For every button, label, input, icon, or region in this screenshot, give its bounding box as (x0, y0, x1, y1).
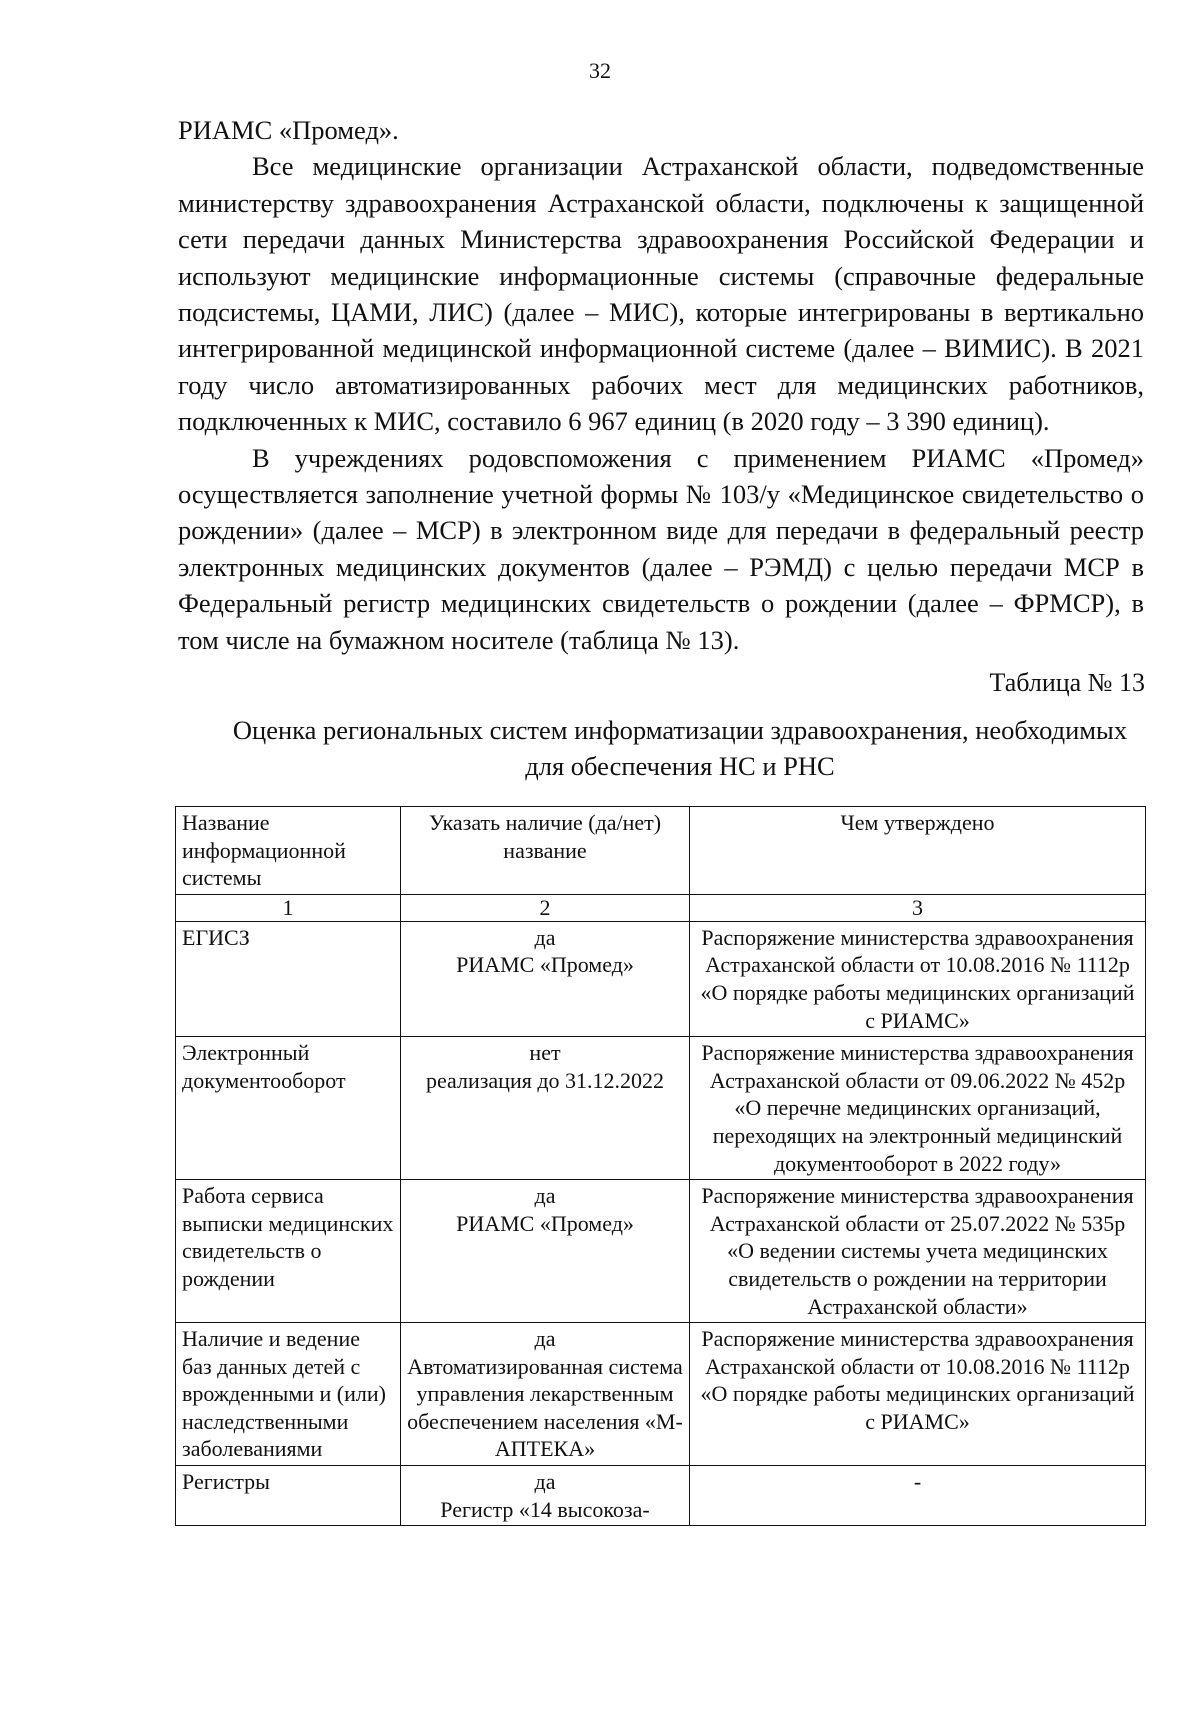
cell-presence (401, 921, 690, 1036)
paragraph: В учреждениях родовспоможения с применением РИАМС «Промед» осуществляется заполнение учетной формы № 103/у «Медицинское свидетельство о рождении» (далее – МСР) в электронном виде для передачи в федеральный реестр электронных медицинских документов (далее – РЭМД) с целью передачи МСР в Федеральный регистр медицинских свидетельств о рождении (далее – ФРМСР), в том числе на бумажном носителе (таблица № 13). (178, 442, 1144, 655)
table-row (176, 1466, 1146, 1526)
table-row (176, 1037, 1146, 1180)
cell-approved-by: Распоряжение министерства здравоохранения Астраханской области от 10.08.2016 № 1112р «О порядке работы медицинских организаций с РИАМС» (690, 921, 1146, 1036)
cell-presence (401, 1037, 690, 1180)
system-title: реализация до 31.12.2022 (425, 1067, 665, 1093)
system-title: РИАМС «Промед» (456, 952, 634, 978)
body-text (178, 112, 1144, 658)
system-title: Регистр «14 высокоза- (440, 1496, 650, 1522)
cell-approved-by: Распоряжение министерства здравоохранения Астраханской области от 09.06.2022 № 452р «О перечне медицинских организаций, переходящих на электронный медицинский документооборот в 2022 году» (690, 1037, 1146, 1180)
table-header-row (176, 807, 1146, 895)
table-row (176, 1180, 1146, 1323)
cell-system-name: Регистры (176, 1466, 401, 1526)
paragraph: РИАМС «Промед». (178, 115, 399, 145)
cell-system-name: Электронный документооборот (176, 1037, 401, 1180)
presence-value: да (534, 1326, 556, 1352)
column-number: 1 (176, 894, 401, 921)
paragraph: Все медицинские организации Астраханской области, подведомственные министерству здравоохранения Астраханской области, подключены к защищенной сети передачи данных Министерства здравоохранения Российской Федерации и используют медицинские информационные системы (справочные федеральные подсистемы, ЦАМИ, ЛИС) (далее – МИС), которые интегрированы в вертикально интегрированной медицинской информационной системе (далее – ВИМИС). В 2021 году число автоматизированных рабочих мест для медицинских работников, подключенных к МИС, составило 6 967 единиц (в 2020 году – 3 390 единиц). (178, 151, 1144, 437)
header-system-name: Название информационной системы (176, 807, 401, 895)
presence-value: да (534, 1469, 556, 1495)
system-title: Автоматизированная система управления лекарственным обеспечением населения «М-АПТЕКА» (407, 1353, 683, 1462)
cell-approved-by: - (690, 1466, 1146, 1526)
header-presence: Указать наличие (да/нет) название (401, 807, 690, 895)
cell-system-name: ЕГИСЗ (176, 921, 401, 1036)
column-number: 3 (690, 894, 1146, 921)
table-row (176, 1323, 1146, 1466)
presence-value: нет (529, 1040, 561, 1066)
column-number-row (176, 894, 1146, 921)
systems-table (175, 806, 1146, 1526)
cell-approved-by: Распоряжение министерства здравоохранения Астраханской области от 10.08.2016 № 1112р «О порядке работы медицинских организаций с РИАМС» (690, 1323, 1146, 1466)
cell-presence (401, 1180, 690, 1323)
cell-presence (401, 1466, 690, 1526)
table-caption: Оценка региональных систем информатизации здравоохранения, необходимых для обеспечения НС и РНС (232, 715, 1128, 781)
column-number: 2 (401, 894, 690, 921)
cell-system-name: Наличие и ведение баз данных детей с врожденными и (или) наследственными заболеваниями (176, 1323, 401, 1466)
page-number: 32 (589, 58, 611, 83)
presence-value: да (534, 924, 556, 950)
cell-approved-by: Распоряжение министерства здравоохранения Астраханской области от 25.07.2022 № 535р «О ведении системы учета медицинских свидетельств о рождении на территории Астраханской области» (690, 1180, 1146, 1323)
table-row (176, 921, 1146, 1036)
cell-presence (401, 1323, 690, 1466)
presence-value: да (534, 1183, 556, 1209)
system-title: РИАМС «Промед» (456, 1210, 634, 1236)
table-label: Таблица № 13 (989, 668, 1145, 697)
header-approved-by: Чем утверждено (690, 807, 1146, 895)
cell-system-name: Работа сервиса выписки медицинских свидетельств о рождении (176, 1180, 401, 1323)
